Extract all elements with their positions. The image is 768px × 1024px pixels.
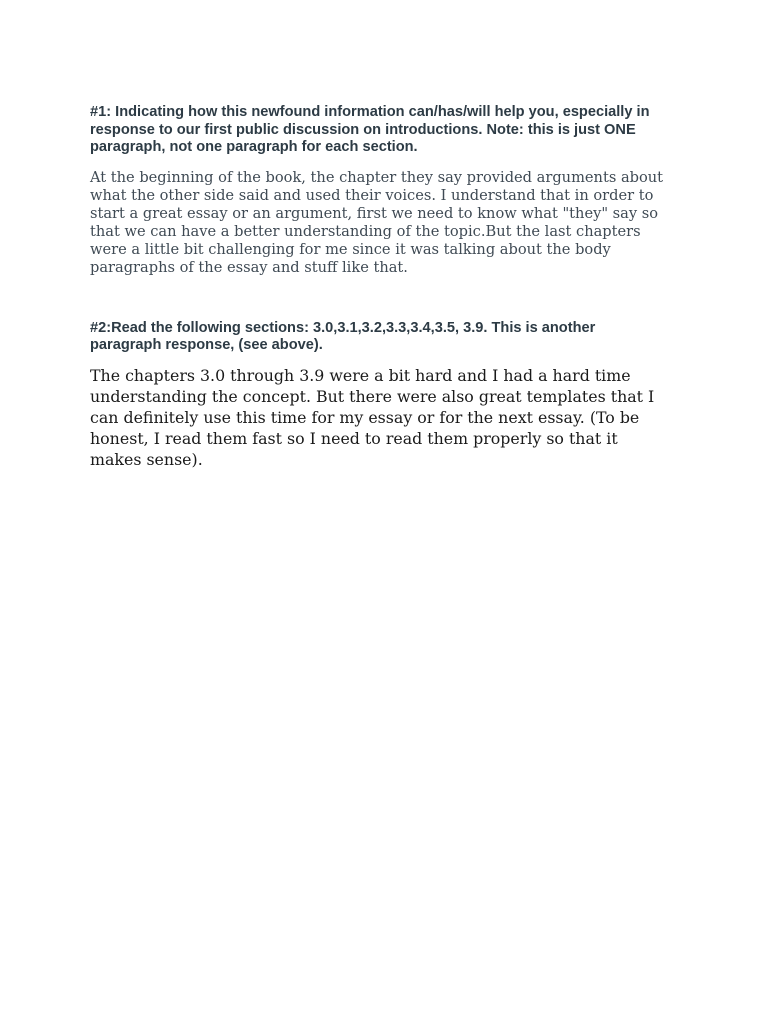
response-paragraph-1: At the beginning of the book, the chapter they say provided arguments about what the other side said and used their voices. I understand that in order to start a great essay or an argument, first we need to know what "they" say so that we can have a better understanding of the topic.But the last chapters were a little bit challenging for me since it was talking about the body paragraphs of the essay and stuff like that. (90, 168, 664, 276)
document-page (90, 104, 670, 470)
prompt-heading-1: #1: Indicating how this newfound information can/has/will help you, especially in response to our first public discussion on introductions. Note: this is just ONE paragraph, not one paragraph for each section. (90, 104, 650, 156)
response-paragraph-2: The chapters 3.0 through 3.9 were a bit hard and I had a hard time understanding the concept. But there were also great templates that I can definitely use this time for my essay or for the next essay. (To be honest, I read them fast so I need to read them properly so that it makes sense). (90, 365, 655, 469)
prompt-heading-2: #2:Read the following sections: 3.0,3.1,3.2,3.3,3.4,3.5, 3.9. This is another paragraph response, (see above). (90, 319, 596, 354)
